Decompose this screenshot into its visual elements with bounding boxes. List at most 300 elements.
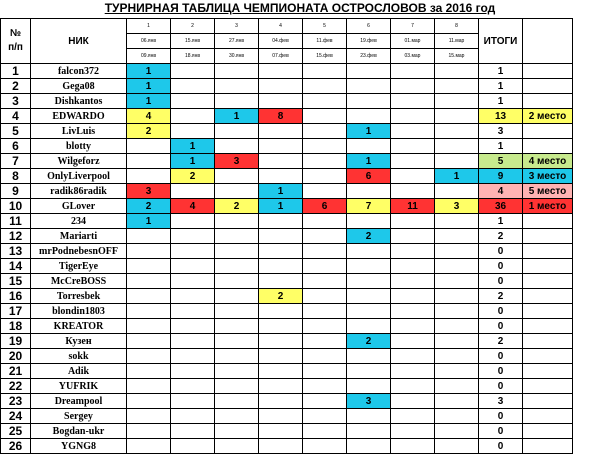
table-row	[1, 184, 573, 199]
player-nick: TigerEye	[31, 259, 127, 274]
score-cell	[435, 379, 479, 394]
page-title: ТУРНИРНАЯ ТАБЛИЦА ЧЕМПИОНАТА ОСТРОСЛОВОВ за 2016 год	[104, 1, 496, 15]
score-cell	[347, 424, 391, 439]
score-cell	[303, 184, 347, 199]
score-cell: 3	[435, 199, 479, 214]
score-cell	[303, 349, 347, 364]
player-nick: Dishkantos	[31, 94, 127, 109]
row-number: 22	[1, 379, 31, 394]
row-number: 23	[1, 394, 31, 409]
score-cell	[435, 439, 479, 454]
score-cell: 1	[171, 139, 215, 154]
table-row	[1, 289, 573, 304]
player-nick: 234	[31, 214, 127, 229]
score-cell	[127, 409, 171, 424]
score-cell: 2	[127, 199, 171, 214]
table-row	[1, 424, 573, 439]
score-cell	[303, 259, 347, 274]
place-cell	[523, 424, 573, 439]
score-cell	[303, 79, 347, 94]
score-cell	[259, 424, 303, 439]
player-nick: Wilgeforz	[31, 154, 127, 169]
score-cell	[391, 154, 435, 169]
round-start-date: 01.мар	[391, 34, 435, 49]
score-cell	[347, 364, 391, 379]
score-cell	[171, 229, 215, 244]
place-cell: 2 место	[523, 109, 573, 124]
player-nick: Gega08	[31, 79, 127, 94]
score-cell	[259, 439, 303, 454]
score-cell	[391, 364, 435, 379]
score-cell	[215, 274, 259, 289]
score-cell	[303, 409, 347, 424]
score-cell	[303, 109, 347, 124]
score-cell	[259, 364, 303, 379]
score-cell	[215, 184, 259, 199]
score-cell	[435, 424, 479, 439]
place-cell	[523, 124, 573, 139]
score-cell	[391, 379, 435, 394]
round-end-date: 15.мар	[435, 49, 479, 64]
place-cell	[523, 244, 573, 259]
player-nick: GLover	[31, 199, 127, 214]
round-number: 3	[215, 19, 259, 34]
score-cell	[347, 79, 391, 94]
score-cell	[171, 214, 215, 229]
score-cell: 8	[259, 109, 303, 124]
row-number: 20	[1, 349, 31, 364]
total-cell: 0	[479, 304, 523, 319]
score-cell	[391, 244, 435, 259]
score-cell: 1	[347, 154, 391, 169]
score-cell	[259, 394, 303, 409]
score-cell: 3	[347, 394, 391, 409]
score-cell	[215, 394, 259, 409]
player-nick: radik86radik	[31, 184, 127, 199]
row-number: 7	[1, 154, 31, 169]
score-cell	[391, 289, 435, 304]
score-cell: 1	[127, 94, 171, 109]
score-cell	[171, 334, 215, 349]
player-nick: Adik	[31, 364, 127, 379]
score-cell	[171, 379, 215, 394]
row-number: 26	[1, 439, 31, 454]
score-cell: 7	[347, 199, 391, 214]
score-cell	[391, 94, 435, 109]
total-cell: 1	[479, 139, 523, 154]
player-nick: EDWARDO	[31, 109, 127, 124]
row-number: 3	[1, 94, 31, 109]
total-cell: 0	[479, 244, 523, 259]
place-cell	[523, 394, 573, 409]
score-cell	[215, 424, 259, 439]
score-cell	[303, 274, 347, 289]
row-number: 5	[1, 124, 31, 139]
round-start-date: 11.фев	[303, 34, 347, 49]
round-number: 1	[127, 19, 171, 34]
score-cell	[171, 124, 215, 139]
score-cell	[435, 349, 479, 364]
score-cell	[171, 289, 215, 304]
score-cell	[259, 379, 303, 394]
nick-header: НИК	[31, 19, 127, 64]
score-cell	[391, 274, 435, 289]
round-number: 2	[171, 19, 215, 34]
score-cell	[127, 334, 171, 349]
score-cell: 1	[215, 109, 259, 124]
score-cell: 1	[127, 79, 171, 94]
score-cell: 1	[171, 154, 215, 169]
score-cell	[435, 259, 479, 274]
row-number: 1	[1, 64, 31, 79]
score-cell	[303, 94, 347, 109]
total-cell: 0	[479, 259, 523, 274]
player-nick: YGNG8	[31, 439, 127, 454]
score-cell	[127, 364, 171, 379]
score-cell	[347, 349, 391, 364]
score-cell	[303, 289, 347, 304]
score-cell	[171, 259, 215, 274]
total-cell: 0	[479, 364, 523, 379]
score-cell: 3	[127, 184, 171, 199]
total-cell: 0	[479, 319, 523, 334]
total-cell: 1	[479, 214, 523, 229]
score-cell	[435, 364, 479, 379]
score-cell	[391, 304, 435, 319]
score-cell	[215, 409, 259, 424]
row-number: 6	[1, 139, 31, 154]
score-cell	[259, 124, 303, 139]
score-cell	[127, 259, 171, 274]
score-cell	[215, 229, 259, 244]
total-cell: 9	[479, 169, 523, 184]
table-row	[1, 124, 573, 139]
score-cell	[127, 169, 171, 184]
table-row	[1, 139, 573, 154]
score-cell	[435, 79, 479, 94]
table-row	[1, 259, 573, 274]
tournament-table	[0, 18, 573, 454]
total-cell: 0	[479, 379, 523, 394]
total-cell: 1	[479, 79, 523, 94]
score-cell	[303, 379, 347, 394]
player-nick: KREATOR	[31, 319, 127, 334]
score-cell	[259, 154, 303, 169]
table-row	[1, 394, 573, 409]
score-cell	[303, 139, 347, 154]
table-row	[1, 199, 573, 214]
score-cell: 3	[215, 154, 259, 169]
round-end-date: 15.фев	[303, 49, 347, 64]
row-number: 4	[1, 109, 31, 124]
score-cell: 2	[171, 169, 215, 184]
score-cell	[171, 409, 215, 424]
score-cell	[127, 349, 171, 364]
score-cell	[127, 394, 171, 409]
score-cell	[347, 274, 391, 289]
place-cell	[523, 334, 573, 349]
table-row	[1, 229, 573, 244]
score-cell	[347, 64, 391, 79]
score-cell	[127, 319, 171, 334]
table-row	[1, 79, 573, 94]
round-number: 8	[435, 19, 479, 34]
player-nick: OnlyLiverpool	[31, 169, 127, 184]
total-cell: 1	[479, 94, 523, 109]
score-cell	[303, 319, 347, 334]
score-cell	[435, 244, 479, 259]
score-cell	[347, 109, 391, 124]
score-cell	[347, 304, 391, 319]
score-cell	[347, 409, 391, 424]
score-cell	[127, 139, 171, 154]
score-cell	[215, 304, 259, 319]
score-cell	[391, 124, 435, 139]
place-cell	[523, 379, 573, 394]
score-cell: 4	[171, 199, 215, 214]
score-cell	[391, 319, 435, 334]
score-cell	[303, 244, 347, 259]
score-cell: 1	[435, 169, 479, 184]
score-cell	[259, 94, 303, 109]
row-number: 11	[1, 214, 31, 229]
score-cell	[347, 184, 391, 199]
place-cell	[523, 259, 573, 274]
score-cell	[127, 289, 171, 304]
score-cell	[259, 214, 303, 229]
place-cell	[523, 214, 573, 229]
round-number: 5	[303, 19, 347, 34]
round-end-date: 30.янв	[215, 49, 259, 64]
score-cell	[259, 274, 303, 289]
num-header: № п/п	[1, 19, 31, 64]
score-cell	[215, 319, 259, 334]
row-number: 25	[1, 424, 31, 439]
score-cell	[347, 379, 391, 394]
table-row	[1, 334, 573, 349]
score-cell	[259, 244, 303, 259]
score-cell	[303, 214, 347, 229]
player-nick: YUFRIK	[31, 379, 127, 394]
place-cell	[523, 139, 573, 154]
place-cell	[523, 409, 573, 424]
score-cell: 6	[303, 199, 347, 214]
round-start-date: 04.фев	[259, 34, 303, 49]
score-cell	[303, 304, 347, 319]
score-cell	[215, 124, 259, 139]
score-cell	[435, 409, 479, 424]
score-cell	[391, 214, 435, 229]
score-cell	[435, 184, 479, 199]
row-number: 15	[1, 274, 31, 289]
place-header	[523, 19, 573, 64]
score-cell	[215, 289, 259, 304]
score-cell: 6	[347, 169, 391, 184]
score-cell	[435, 154, 479, 169]
score-cell	[347, 244, 391, 259]
total-cell: 13	[479, 109, 523, 124]
score-cell: 4	[127, 109, 171, 124]
score-cell	[259, 139, 303, 154]
score-cell	[435, 289, 479, 304]
round-end-date: 09.янв	[127, 49, 171, 64]
score-cell	[303, 334, 347, 349]
table-row	[1, 64, 573, 79]
score-cell	[259, 334, 303, 349]
score-cell	[435, 124, 479, 139]
player-nick: Torresbek	[31, 289, 127, 304]
score-cell	[435, 334, 479, 349]
score-cell	[303, 439, 347, 454]
row-number: 19	[1, 334, 31, 349]
row-number: 14	[1, 259, 31, 274]
player-nick: blotty	[31, 139, 127, 154]
round-number: 6	[347, 19, 391, 34]
score-cell	[347, 259, 391, 274]
score-cell	[171, 109, 215, 124]
score-cell	[171, 394, 215, 409]
table-row	[1, 304, 573, 319]
player-nick: sokk	[31, 349, 127, 364]
row-number: 16	[1, 289, 31, 304]
score-cell	[259, 79, 303, 94]
score-cell	[391, 439, 435, 454]
score-cell	[303, 364, 347, 379]
row-number: 17	[1, 304, 31, 319]
row-number: 18	[1, 319, 31, 334]
score-cell	[215, 244, 259, 259]
round-start-date: 19.фев	[347, 34, 391, 49]
score-cell: 1	[347, 124, 391, 139]
round-start-date: 11.мар	[435, 34, 479, 49]
score-cell	[215, 79, 259, 94]
total-cell: 2	[479, 229, 523, 244]
score-cell	[435, 94, 479, 109]
row-number: 21	[1, 364, 31, 379]
score-cell	[303, 424, 347, 439]
score-cell: 11	[391, 199, 435, 214]
score-cell: 2	[347, 334, 391, 349]
round-end-date: 07.фев	[259, 49, 303, 64]
place-cell	[523, 274, 573, 289]
place-cell	[523, 79, 573, 94]
total-cell: 1	[479, 64, 523, 79]
place-cell	[523, 289, 573, 304]
score-cell: 1	[127, 214, 171, 229]
score-cell	[215, 364, 259, 379]
score-cell	[259, 169, 303, 184]
score-cell	[171, 424, 215, 439]
score-cell	[259, 349, 303, 364]
score-cell	[435, 229, 479, 244]
player-nick: Sergey	[31, 409, 127, 424]
score-cell	[391, 409, 435, 424]
table-row	[1, 169, 573, 184]
table-row	[1, 379, 573, 394]
table-row	[1, 439, 573, 454]
score-cell	[215, 379, 259, 394]
place-cell	[523, 349, 573, 364]
table-row	[1, 214, 573, 229]
table-row	[1, 409, 573, 424]
score-cell	[259, 409, 303, 424]
score-cell	[347, 94, 391, 109]
score-cell	[391, 229, 435, 244]
row-number: 9	[1, 184, 31, 199]
place-cell: 4 место	[523, 154, 573, 169]
score-cell	[435, 109, 479, 124]
row-number: 10	[1, 199, 31, 214]
score-cell: 1	[127, 64, 171, 79]
player-nick: LivLuis	[31, 124, 127, 139]
score-cell	[391, 139, 435, 154]
player-nick: Bogdan-ukr	[31, 424, 127, 439]
score-cell	[215, 64, 259, 79]
score-cell	[347, 214, 391, 229]
row-number: 24	[1, 409, 31, 424]
score-cell	[435, 64, 479, 79]
place-cell	[523, 64, 573, 79]
round-number: 4	[259, 19, 303, 34]
score-cell	[391, 424, 435, 439]
total-cell: 3	[479, 124, 523, 139]
score-cell: 2	[259, 289, 303, 304]
score-cell	[171, 274, 215, 289]
round-end-date: 18.янв	[171, 49, 215, 64]
table-row	[1, 154, 573, 169]
score-cell	[171, 64, 215, 79]
score-cell	[127, 304, 171, 319]
score-cell	[391, 259, 435, 274]
table-row	[1, 364, 573, 379]
score-cell	[215, 439, 259, 454]
row-number: 8	[1, 169, 31, 184]
place-cell	[523, 229, 573, 244]
score-cell	[347, 139, 391, 154]
place-cell: 5 место	[523, 184, 573, 199]
place-cell	[523, 364, 573, 379]
place-cell	[523, 319, 573, 334]
score-cell: 1	[259, 184, 303, 199]
score-cell: 2	[215, 199, 259, 214]
round-start-date: 15.янв	[171, 34, 215, 49]
score-cell	[127, 229, 171, 244]
score-cell	[215, 214, 259, 229]
player-nick: blondin1803	[31, 304, 127, 319]
score-cell	[435, 139, 479, 154]
score-cell	[303, 64, 347, 79]
score-cell	[347, 319, 391, 334]
total-cell: 36	[479, 199, 523, 214]
total-cell: 0	[479, 409, 523, 424]
round-start-date: 06.янв	[127, 34, 171, 49]
table-row	[1, 349, 573, 364]
score-cell	[215, 139, 259, 154]
total-cell: 4	[479, 184, 523, 199]
player-nick: mrPodnebesnOFF	[31, 244, 127, 259]
score-cell	[391, 169, 435, 184]
player-nick: Mariarti	[31, 229, 127, 244]
score-cell	[127, 379, 171, 394]
score-cell	[259, 64, 303, 79]
score-cell	[303, 124, 347, 139]
score-cell	[347, 289, 391, 304]
row-number: 12	[1, 229, 31, 244]
total-cell: 0	[479, 439, 523, 454]
score-cell	[391, 349, 435, 364]
score-cell	[171, 319, 215, 334]
score-cell	[127, 244, 171, 259]
